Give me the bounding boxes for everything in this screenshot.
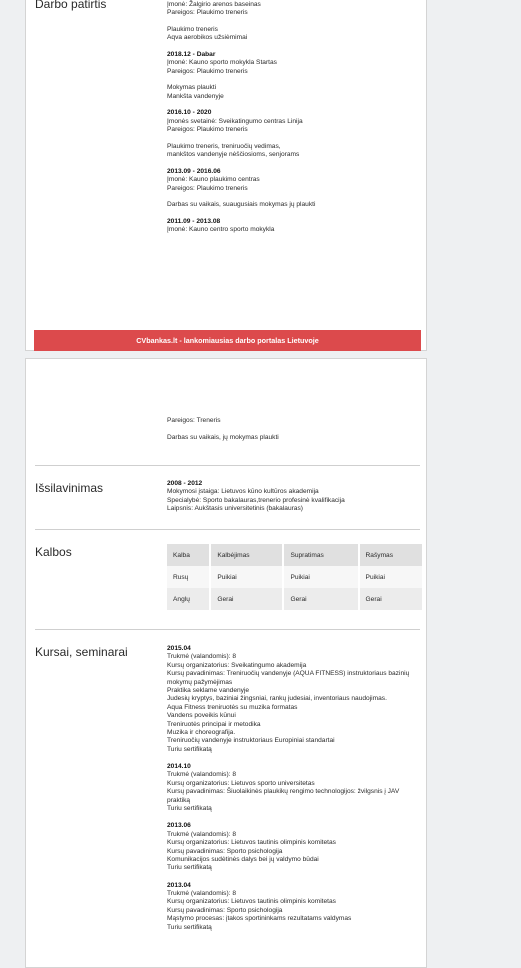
entry [167,763,422,813]
languages-header-cell: Supratimas [283,544,358,566]
entry [167,434,422,442]
entry [167,143,422,160]
languages-cell: Rusų [167,566,210,588]
section-title-courses: Kursai, seminarai [35,645,128,659]
entry-line: Judesių kryptys, baziniai žingsniai, rankų judesiai, inventoriaus naudojimas. [167,695,387,703]
entry [167,168,422,193]
entry-date: 2015.04 [167,645,191,652]
work-experience-list [167,1,422,235]
entry-line: Kursų organizatorius: Lietuvos tautinis olimpinis komitetas [167,839,336,847]
languages-cell: Gerai [210,588,283,610]
entry-date: 2008 - 2012 [167,480,203,487]
languages-header-cell: Rašymas [359,544,423,566]
entry-date: 2018.12 - Dabar [167,51,216,58]
entry-line: mankštos vandenyje nėščiosioms, senjorams [167,151,300,159]
entry-line: Aqua Fitness treniruotės su muzika formatas [167,703,298,711]
entry-line: Pareigos: Treneris [167,417,221,424]
entry-line: Turiu sertifikatą [167,805,212,813]
entry-date: 2016.10 - 2020 [167,109,212,117]
entry [167,1,422,18]
languages-table [167,544,424,610]
entry-line: Kursų organizatorius: Sveikatingumo akademija [167,661,307,669]
entry-line: Kursų pavadinimas: Sporto psichologija [167,906,283,914]
entry-line: Trukmė (valandomis): 8 [167,889,237,897]
languages-cell: Gerai [283,588,358,610]
entry-line: Darbas su vaikais, suaugusiais mokymas jų plaukti [167,201,316,209]
entry [167,218,422,235]
entry-line: Pareigos: Plaukimo treneris [167,9,248,17]
languages-cell: Puikiai [283,566,358,588]
entry-line: Treniruotės principai ir metodika [167,720,261,728]
entry-line: Pareigos: Plaukimo treneris [167,67,248,75]
languages-row [167,566,423,588]
work-experience-continued [167,417,422,442]
entry-date: 2014.10 [167,763,191,771]
entry-line: Trukmė (valandomis): 8 [167,830,237,838]
entry [167,645,422,754]
entry-date: 2011.09 - 2013.08 [167,217,221,225]
entry-line: Įmonė: Kauno plaukimo centras [167,176,260,184]
entry-line: Pareigos: Plaukimo treneris [167,126,248,134]
entry-line: Turiu sertifikatą [167,923,212,931]
entry-line: Įmonė: Žalgirio arenos baseinas [167,1,261,8]
entry-line: Kursų organizatorius: Lietuvos sporto universitetas [167,779,315,787]
languages-header-cell: Kalba [167,544,210,566]
section-title-work-experience: Darbo patirtis [35,0,107,11]
entry-line: Mąstymo procesas: įtakos sportininkams rezultatams valdymas [167,915,352,923]
entry-line: Mankšta vandenyje [167,92,224,100]
entry-line: Praktika seklame vandenyje [167,687,250,695]
entry-line: Treniruočių vandenyje instruktoriaus Europiniai standartai [167,737,335,745]
entry [167,882,422,932]
entry-date: 2013.04 [167,881,191,889]
entry-line: mokymų pažymėjimas [167,678,233,686]
cvbankas-banner[interactable]: CVbankas.lt - lankomiausias darbo portalas Lietuvoje [34,330,421,351]
courses-list [167,645,422,932]
section-title-education: Išsilavinimas [35,481,104,495]
entry-line: Trukmė (valandomis): 8 [167,771,237,779]
entry-line: Įmonė: Kauno sporto mokykla Startas [167,59,277,67]
entry-line: Mokymas plaukti [167,84,217,92]
section-title-languages: Kalbos [35,545,72,559]
languages-cell: Anglų [167,588,210,610]
entry-line: Vandens poveikis kūnui [167,712,236,720]
entry-line: Specialybė: Sporto bakalauras,trenerio profesinė kvalifikacija [167,496,345,504]
entry-line: Darbas su vaikais, jų mokymas plaukti [167,433,279,441]
entry-line: praktiką [167,796,191,804]
entry-line: Turiu sertifikatą [167,864,212,872]
divider [35,529,420,530]
entry-line: Kursų organizatorius: Lietuvos tautinis olimpinis komitetas [167,898,336,906]
cv-page-1 [25,0,427,351]
entry [167,84,422,101]
entry-line: Turiu sertifikatą [167,745,212,753]
entry [167,26,422,43]
entry [167,109,422,134]
entry-line: Įmonės svetainė: Sveikatingumo centras Linija [167,117,303,125]
entry-line: Kursų pavadinimas: Treniruočių vandenyje (AQUA FITNESS) instruktoriaus bazinių [167,670,410,678]
languages-header-cell: Kalbėjimas [210,544,283,566]
entry-line: Plaukimo treneris [167,26,218,33]
entry-date: 2013.06 [167,822,191,830]
entry-line: Pareigos: Plaukimo treneris [167,184,248,192]
entry-line: Aqva aerobikos užsiėmimai [167,34,248,42]
entry-line: Komunikacijos sudėtinės dalys bei jų valdymo būdai [167,855,319,863]
entry-line: Trukmė (valandomis): 8 [167,653,237,661]
entry-line: Įmonė: Kauno centro sporto mokykla [167,226,275,234]
entry-line: Laipsnis: Aukštasis universitetinis (bakalauras) [167,505,303,513]
entry-line: Muzika ir choreografija. [167,729,236,737]
entry-line: Kursų pavadinimas: Šiuolaikinės plaukikų rengimo technologijos: žvilgsnis į JAV [167,788,400,796]
languages-cell: Puikiai [210,566,283,588]
entry-line: Kursų pavadinimas: Sporto psichologija [167,847,283,855]
entry [167,51,422,76]
entry [167,417,422,425]
entry [167,201,422,209]
languages-cell: Gerai [359,588,423,610]
languages-row [167,588,423,610]
cv-page-2 [25,358,427,968]
divider [35,629,420,630]
education-entry [167,480,422,514]
entry-line: Mokymosi įstaiga: Lietuvos kūno kultūros akademija [167,488,319,496]
languages-table-header [167,544,423,566]
divider [35,465,420,466]
entry-line: Plaukimo treneris, treniruočių vedimas, [167,142,281,150]
languages-cell: Puikiai [359,566,423,588]
entry [167,822,422,872]
entry-date: 2013.09 - 2016.06 [167,167,221,175]
